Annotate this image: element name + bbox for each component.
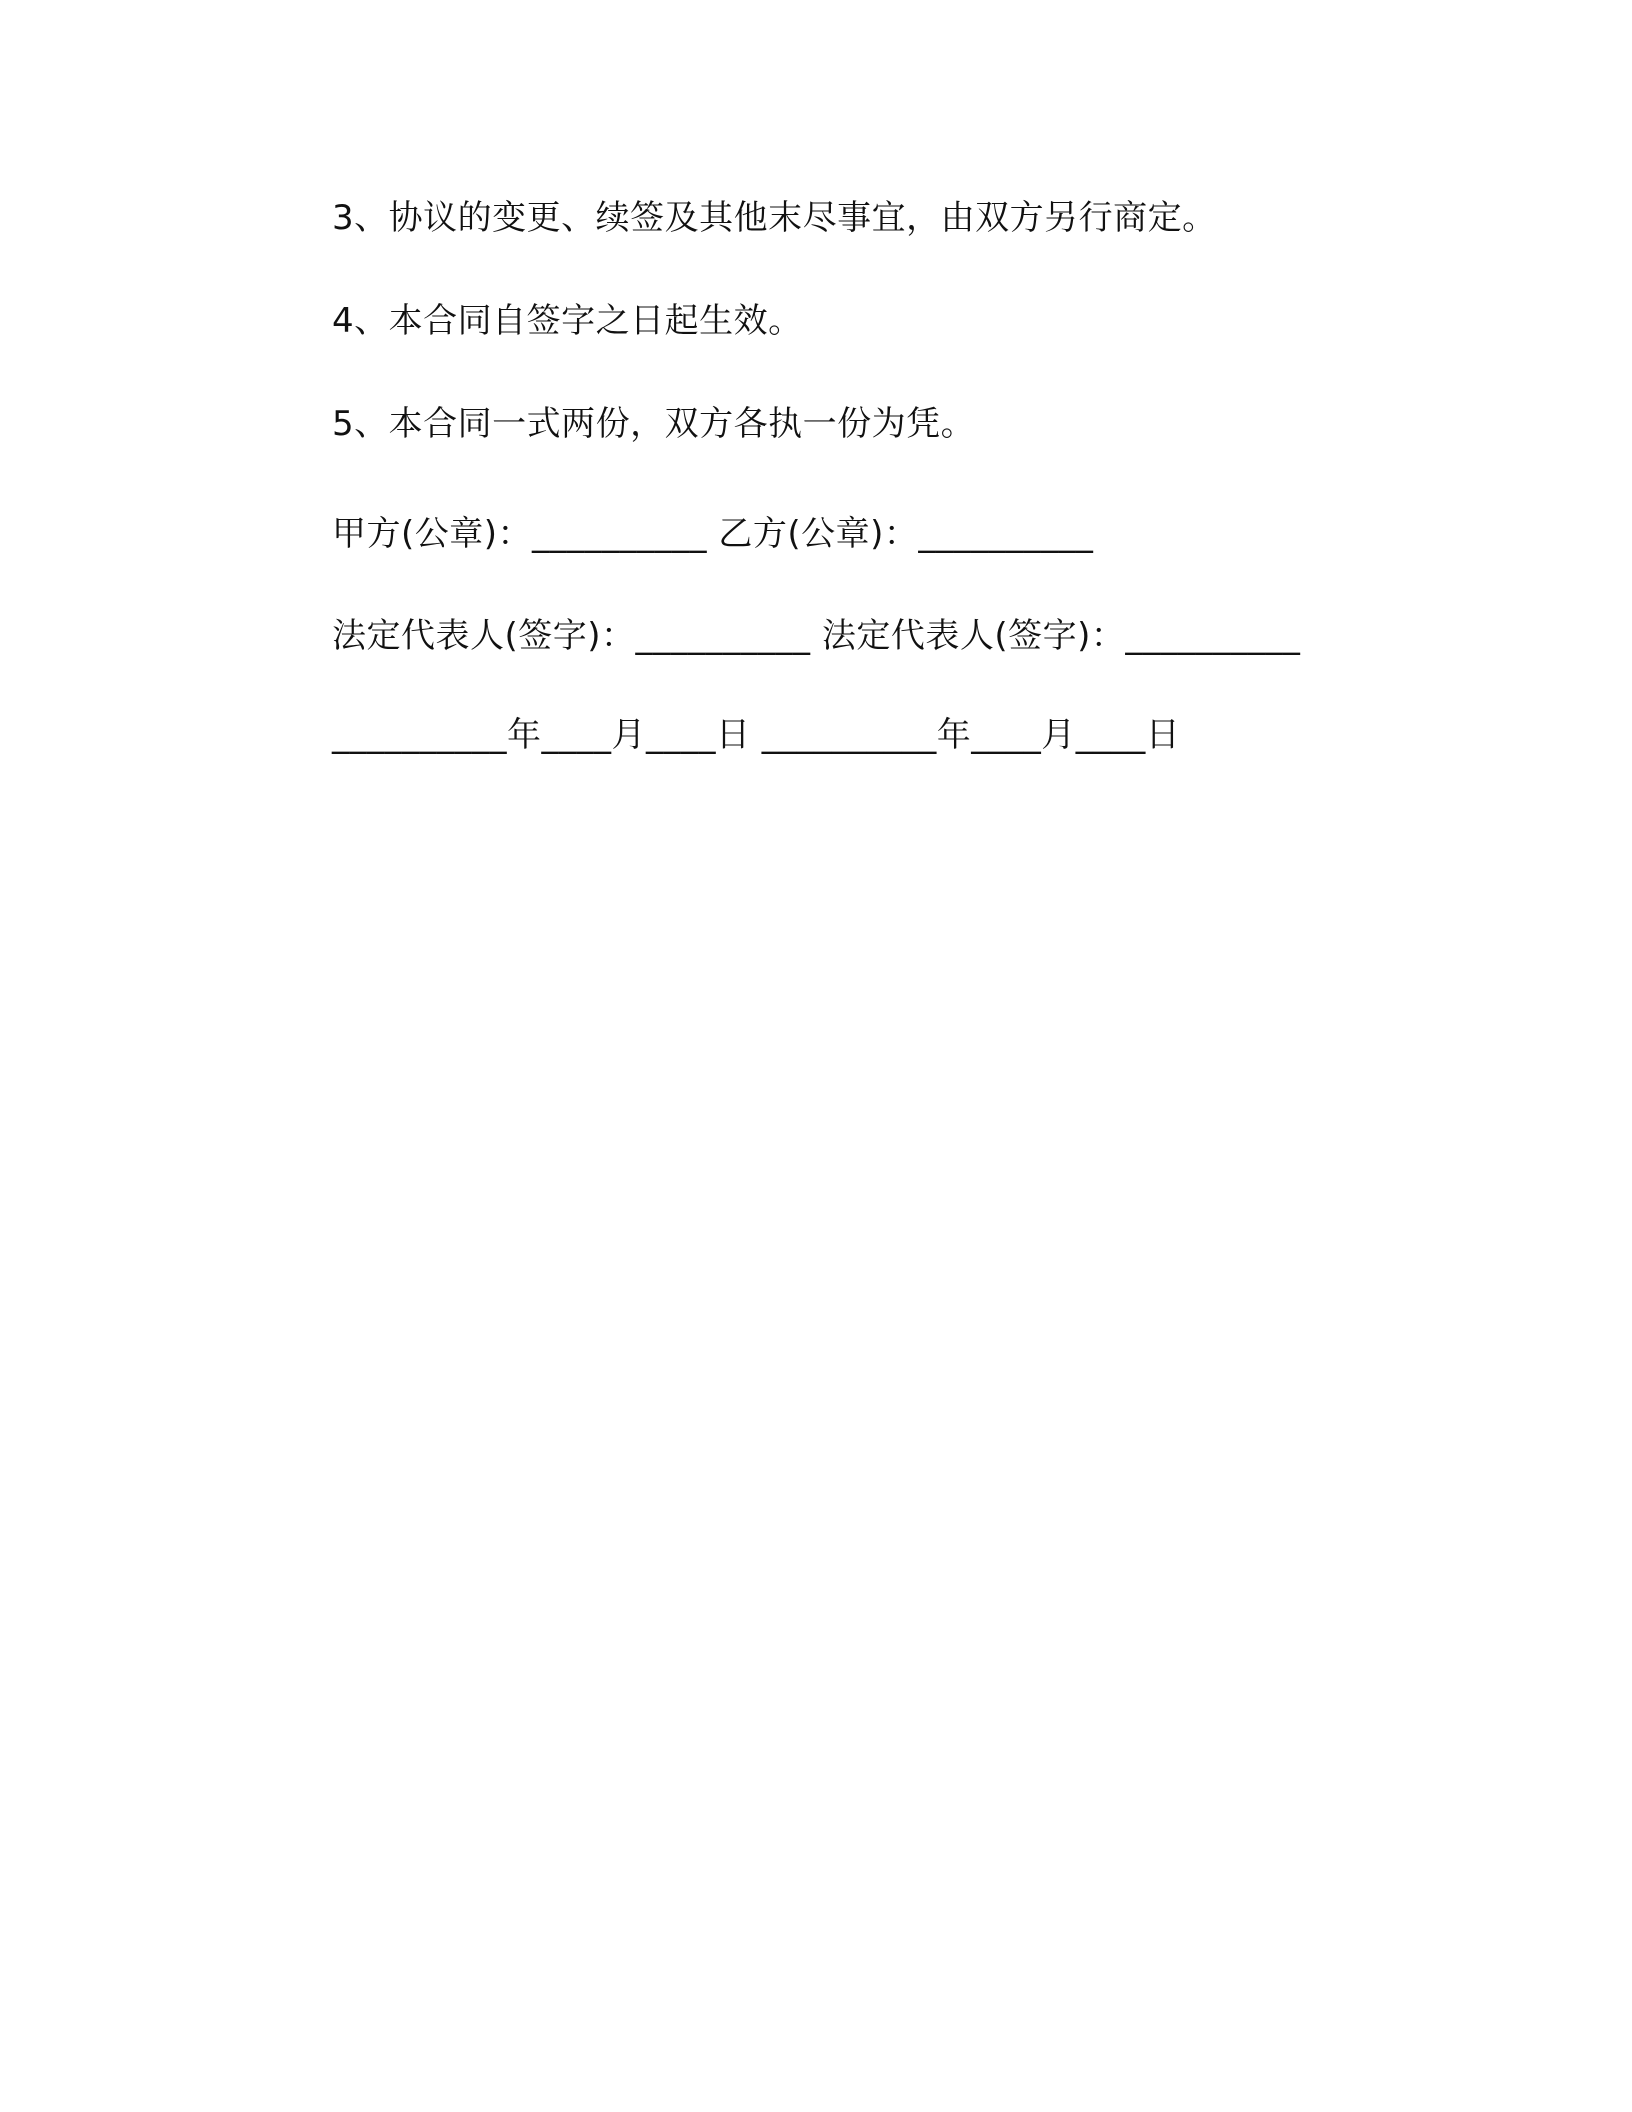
date-line: __________年____月____日 __________年____月____日 <box>332 715 1181 755</box>
representative-signature-line: 法定代表人(签字)：__________ 法定代表人(签字)：__________ <box>332 616 1301 656</box>
seal-signature-line: 甲方(公章)：__________ 乙方(公章)：__________ <box>332 514 1094 554</box>
clause-3: 3、协议的变更、续签及其他末尽事宜，由双方另行商定。 <box>332 198 1217 238</box>
clause-5: 5、本合同一式两份，双方各执一份为凭。 <box>332 404 976 444</box>
clause-4: 4、本合同自签字之日起生效。 <box>332 301 803 341</box>
